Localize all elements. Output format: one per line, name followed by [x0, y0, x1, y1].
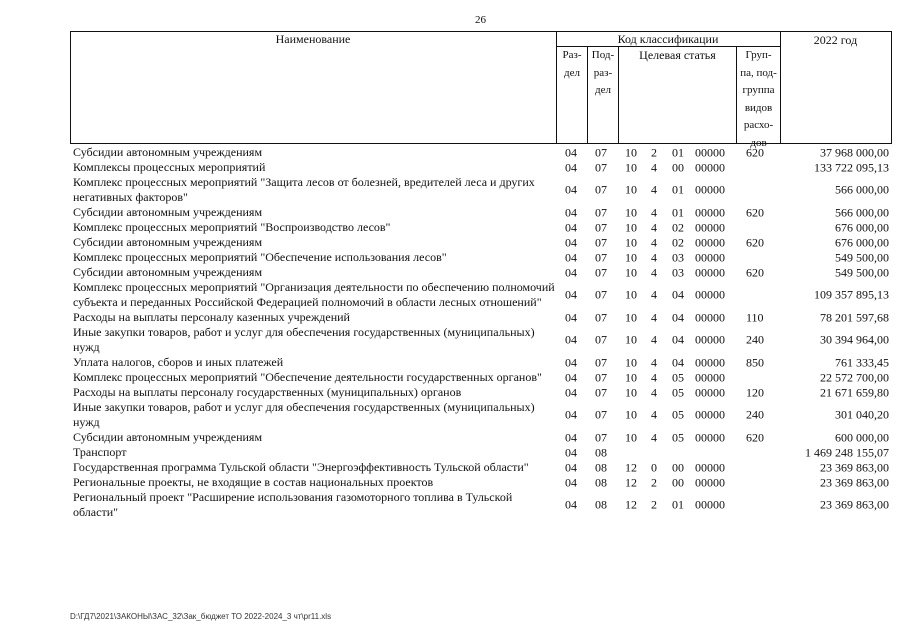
cell-program: 10 — [625, 332, 637, 347]
cell-direction: 00000 — [695, 407, 725, 422]
cell-direction: 00000 — [695, 160, 725, 174]
cell-amount: 676 000,00 — [835, 220, 889, 234]
cell-main-event: 05 — [672, 407, 684, 422]
table-row — [70, 205, 892, 220]
table-row — [70, 160, 892, 175]
cell-razdel: 04 — [565, 310, 577, 324]
cell-subprogram: 4 — [651, 385, 657, 399]
cell-main-event: 00 — [672, 460, 684, 474]
cell-podrazdel: 07 — [595, 250, 607, 264]
cell-subprogram: 4 — [651, 310, 657, 324]
cell-razdel: 04 — [565, 355, 577, 369]
cell-expense-type: 620 — [746, 235, 764, 249]
cell-name: Субсидии автономным учреждениям — [73, 145, 263, 159]
cell-expense-type: 620 — [746, 265, 764, 279]
cell-name: Субсидии автономным учреждениям — [73, 430, 263, 444]
table-row — [70, 445, 892, 460]
header-razdel: Раз- дел — [562, 49, 582, 79]
cell-amount: 549 500,00 — [835, 265, 889, 279]
cell-podrazdel: 07 — [595, 182, 607, 197]
cell-razdel: 04 — [565, 250, 577, 264]
cell-program: 10 — [625, 250, 637, 264]
cell-razdel: 04 — [565, 182, 577, 197]
cell-amount: 23 369 863,00 — [820, 475, 889, 489]
cell-podrazdel: 08 — [595, 445, 607, 459]
cell-direction: 00000 — [695, 370, 725, 384]
cell-direction: 00000 — [695, 145, 725, 159]
table-row — [70, 175, 892, 205]
table-row — [70, 400, 892, 430]
cell-direction: 00000 — [695, 385, 725, 399]
cell-main-event: 05 — [672, 370, 684, 384]
cell-direction: 00000 — [695, 332, 725, 347]
cell-name: Расходы на выплаты персоналу казенных учреждений — [73, 310, 350, 324]
table-row — [70, 325, 892, 355]
table-row — [70, 235, 892, 250]
table-header — [70, 31, 892, 149]
cell-podrazdel: 08 — [595, 475, 607, 489]
cell-razdel: 04 — [565, 205, 577, 219]
cell-name: Субсидии автономным учреждениям — [73, 235, 263, 249]
cell-name: Комплекс процессных мероприятий "Организация деятельности по обеспечению полномочий субъекта и переданных Российской Федерацией полномочий в области лесных отношений" — [73, 280, 555, 309]
cell-program: 10 — [625, 265, 637, 279]
cell-amount: 549 500,00 — [835, 250, 889, 264]
cell-main-event: 00 — [672, 160, 684, 174]
cell-razdel: 04 — [565, 370, 577, 384]
table-row — [70, 490, 892, 520]
cell-main-event: 04 — [672, 332, 684, 347]
cell-podrazdel: 07 — [595, 407, 607, 422]
cell-amount: 22 572 700,00 — [820, 370, 889, 384]
cell-name: Комплекс процессных мероприятий "Защита лесов от болезней, вредителей леса и других негативных факторов" — [73, 175, 535, 204]
cell-expense-type: 120 — [746, 385, 764, 399]
cell-subprogram: 4 — [651, 220, 657, 234]
cell-name: Транспорт — [73, 445, 127, 459]
cell-program: 10 — [625, 205, 637, 219]
cell-program: 10 — [625, 145, 637, 159]
cell-razdel: 04 — [565, 160, 577, 174]
table-row — [70, 250, 892, 265]
cell-subprogram: 4 — [651, 287, 657, 302]
table-row — [70, 430, 892, 445]
cell-podrazdel: 07 — [595, 265, 607, 279]
cell-podrazdel: 07 — [595, 160, 607, 174]
cell-main-event: 02 — [672, 235, 684, 249]
cell-podrazdel: 07 — [595, 287, 607, 302]
cell-subprogram: 2 — [651, 475, 657, 489]
cell-direction: 00000 — [695, 310, 725, 324]
cell-amount: 566 000,00 — [835, 205, 889, 219]
cell-direction: 00000 — [695, 287, 725, 302]
table-row — [70, 355, 892, 370]
table-row — [70, 310, 892, 325]
cell-subprogram: 4 — [651, 182, 657, 197]
cell-subprogram: 2 — [651, 145, 657, 159]
cell-expense-type: 850 — [746, 355, 764, 369]
cell-program: 10 — [625, 182, 637, 197]
cell-program: 10 — [625, 355, 637, 369]
cell-subprogram: 4 — [651, 205, 657, 219]
cell-podrazdel: 08 — [595, 460, 607, 474]
cell-razdel: 04 — [565, 332, 577, 347]
cell-direction: 00000 — [695, 265, 725, 279]
cell-program: 10 — [625, 160, 637, 174]
cell-podrazdel: 07 — [595, 430, 607, 444]
header-target-article: Целевая статья — [639, 48, 716, 62]
cell-main-event: 02 — [672, 220, 684, 234]
header-podrazdel: Под- раз- дел — [591, 49, 615, 96]
cell-amount: 23 369 863,00 — [820, 460, 889, 474]
cell-program: 10 — [625, 310, 637, 324]
cell-program: 10 — [625, 287, 637, 302]
cell-main-event: 04 — [672, 310, 684, 324]
cell-podrazdel: 07 — [595, 310, 607, 324]
cell-main-event: 04 — [672, 287, 684, 302]
cell-name: Иные закупки товаров, работ и услуг для обеспечения государственных (муниципальных) нужд — [73, 325, 535, 354]
cell-subprogram: 4 — [651, 332, 657, 347]
cell-razdel: 04 — [565, 235, 577, 249]
cell-program: 10 — [625, 385, 637, 399]
cell-razdel: 04 — [565, 220, 577, 234]
cell-expense-type: 240 — [746, 407, 764, 422]
cell-razdel: 04 — [565, 497, 577, 512]
cell-subprogram: 4 — [651, 370, 657, 384]
cell-expense-type: 620 — [746, 145, 764, 159]
table-row — [70, 385, 892, 400]
cell-razdel: 04 — [565, 287, 577, 302]
cell-subprogram: 0 — [651, 460, 657, 474]
cell-amount: 30 394 964,00 — [820, 332, 889, 347]
cell-name: Региональный проект "Расширение использования газомоторного топлива в Тульской области" — [73, 490, 513, 519]
cell-subprogram: 4 — [651, 430, 657, 444]
cell-main-event: 01 — [672, 497, 684, 512]
cell-amount: 600 000,00 — [835, 430, 889, 444]
cell-direction: 00000 — [695, 355, 725, 369]
cell-direction: 00000 — [695, 250, 725, 264]
cell-program: 12 — [625, 497, 637, 512]
cell-name: Комплекс процессных мероприятий "Обеспечение использования лесов" — [73, 250, 447, 264]
cell-podrazdel: 07 — [595, 332, 607, 347]
cell-amount: 301 040,20 — [835, 407, 889, 422]
table-row — [70, 280, 892, 310]
cell-expense-type: 110 — [746, 310, 764, 324]
page-number: 26 — [475, 14, 486, 26]
cell-name: Иные закупки товаров, работ и услуг для обеспечения государственных (муниципальных) нужд — [73, 400, 535, 429]
cell-direction: 00000 — [695, 205, 725, 219]
cell-program: 10 — [625, 235, 637, 249]
table-row — [70, 475, 892, 490]
cell-direction: 00000 — [695, 460, 725, 474]
cell-podrazdel: 07 — [595, 235, 607, 249]
cell-amount: 676 000,00 — [835, 235, 889, 249]
cell-podrazdel: 07 — [595, 205, 607, 219]
cell-amount: 37 968 000,00 — [820, 145, 889, 159]
cell-program: 10 — [625, 430, 637, 444]
cell-name: Уплата налогов, сборов и иных платежей — [73, 355, 284, 369]
cell-main-event: 00 — [672, 475, 684, 489]
cell-program: 12 — [625, 460, 637, 474]
cell-podrazdel: 07 — [595, 355, 607, 369]
cell-subprogram: 4 — [651, 407, 657, 422]
cell-amount: 133 722 095,13 — [814, 160, 889, 174]
cell-podrazdel: 07 — [595, 370, 607, 384]
cell-subprogram: 4 — [651, 265, 657, 279]
cell-podrazdel: 07 — [595, 145, 607, 159]
cell-amount: 1 469 248 155,07 — [805, 445, 889, 459]
cell-podrazdel: 07 — [595, 385, 607, 399]
cell-program: 10 — [625, 370, 637, 384]
cell-direction: 00000 — [695, 220, 725, 234]
table-row — [70, 370, 892, 385]
cell-razdel: 04 — [565, 407, 577, 422]
cell-program: 10 — [625, 220, 637, 234]
cell-subprogram: 4 — [651, 250, 657, 264]
cell-razdel: 04 — [565, 445, 577, 459]
table-row — [70, 145, 892, 160]
cell-expense-type: 620 — [746, 205, 764, 219]
cell-amount: 109 357 895,13 — [814, 287, 889, 302]
cell-direction: 00000 — [695, 475, 725, 489]
cell-podrazdel: 07 — [595, 220, 607, 234]
cell-name: Государственная программа Тульской области "Энергоэффективность Тульской области" — [73, 460, 529, 474]
cell-razdel: 04 — [565, 265, 577, 279]
table-row — [70, 220, 892, 235]
cell-expense-type: 240 — [746, 332, 764, 347]
footer-file-path: D:\ГД7\2021\ЗАКОНЫ\ЗАС_32\Зак_бюджет ТО 2022-2024_3 чт\pr11.xls — [70, 612, 332, 621]
cell-main-event: 05 — [672, 385, 684, 399]
cell-amount: 761 333,45 — [835, 355, 889, 369]
cell-subprogram: 4 — [651, 235, 657, 249]
cell-main-event: 03 — [672, 265, 684, 279]
cell-razdel: 04 — [565, 475, 577, 489]
cell-direction: 00000 — [695, 430, 725, 444]
cell-razdel: 04 — [565, 385, 577, 399]
cell-name: Комплексы процессных мероприятий — [73, 160, 266, 174]
cell-main-event: 03 — [672, 250, 684, 264]
cell-name: Расходы на выплаты персоналу государственных (муниципальных) органов — [73, 385, 462, 399]
cell-expense-type: 620 — [746, 430, 764, 444]
cell-podrazdel: 08 — [595, 497, 607, 512]
cell-subprogram: 2 — [651, 497, 657, 512]
cell-razdel: 04 — [565, 430, 577, 444]
cell-direction: 00000 — [695, 182, 725, 197]
cell-subprogram: 4 — [651, 355, 657, 369]
cell-amount: 21 671 659,80 — [820, 385, 889, 399]
cell-amount: 566 000,00 — [835, 182, 889, 197]
cell-main-event: 01 — [672, 182, 684, 197]
cell-name: Комплекс процессных мероприятий "Воспроизводство лесов" — [73, 220, 391, 234]
cell-main-event: 04 — [672, 355, 684, 369]
cell-amount: 78 201 597,68 — [820, 310, 889, 324]
cell-program: 10 — [625, 407, 637, 422]
cell-razdel: 04 — [565, 460, 577, 474]
cell-name: Региональные проекты, не входящие в состав национальных проектов — [73, 475, 434, 489]
header-year: 2022 год — [813, 33, 858, 47]
cell-main-event: 01 — [672, 205, 684, 219]
cell-amount: 23 369 863,00 — [820, 497, 889, 512]
header-vid-rashodov: Груп- па, под- группа видов расхо- дов — [740, 49, 777, 149]
table-row — [70, 460, 892, 475]
cell-name: Субсидии автономным учреждениям — [73, 205, 263, 219]
cell-main-event: 01 — [672, 145, 684, 159]
table-body — [70, 145, 892, 520]
table-row — [70, 265, 892, 280]
cell-program: 12 — [625, 475, 637, 489]
header-classification-code: Код классификации — [617, 32, 719, 46]
cell-direction: 00000 — [695, 497, 725, 512]
cell-subprogram: 4 — [651, 160, 657, 174]
cell-razdel: 04 — [565, 145, 577, 159]
header-name: Наименование — [275, 32, 351, 46]
cell-name: Субсидии автономным учреждениям — [73, 265, 263, 279]
cell-name: Комплекс процессных мероприятий "Обеспечение деятельности государственных органов" — [73, 370, 542, 384]
cell-main-event: 05 — [672, 430, 684, 444]
cell-direction: 00000 — [695, 235, 725, 249]
